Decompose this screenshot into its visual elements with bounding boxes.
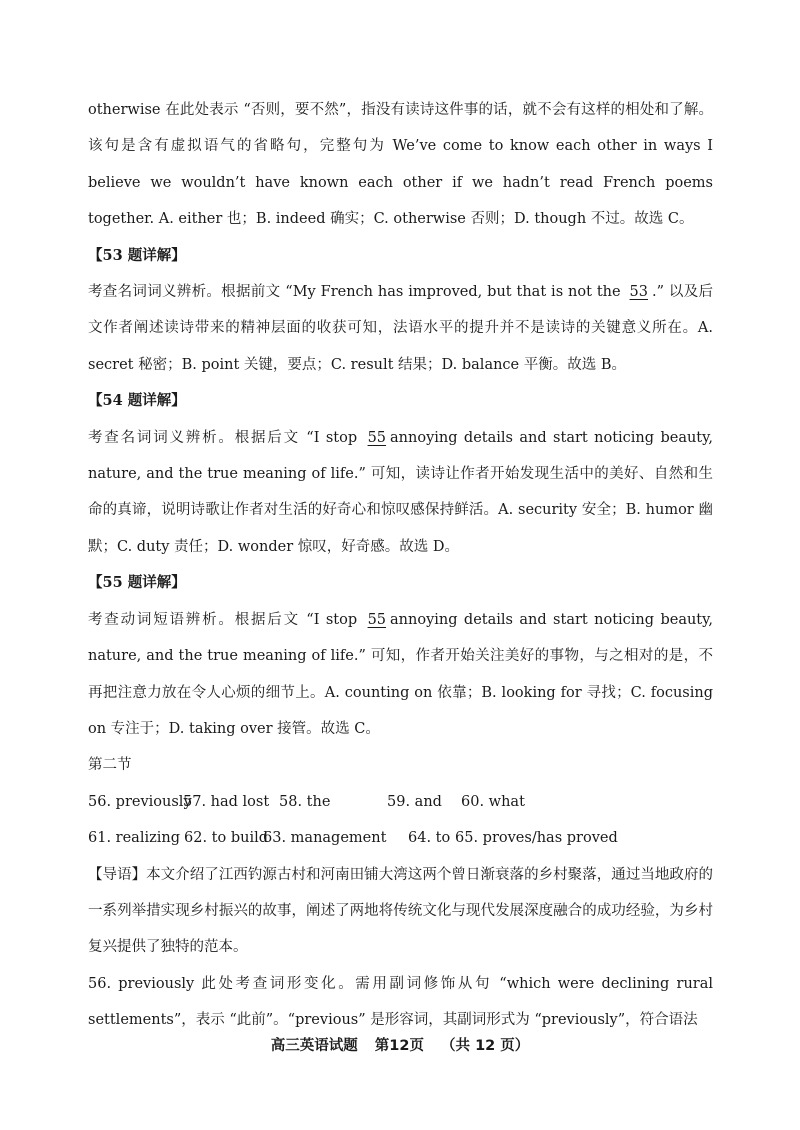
heading-53: 【53 题详解】 — [88, 246, 186, 264]
blank-53: 53 — [629, 284, 648, 301]
blank-54: 55 — [367, 429, 387, 446]
paragraph-55 — [88, 602, 713, 748]
answer-65: 65. proves/has proved — [455, 830, 618, 847]
paragraph-54-part2: annoying details and start noticing beauty, nature, and the true meaning of life.” 可知，读诗让作者开始发现生活中的美好、自然和生命的真谛，说明诗歌让作者对生活的好奇心和惊叹感保持鲜活。A. security 安全；B. humor 幽默；C. duty 责任；D. wonder 惊叹，好奇感。故选 D。 — [88, 429, 714, 555]
paragraph-53-part2: .” 以及后文作者阐述读诗带来的精神层面的收获可知，法语水平的提升并不是读诗的关键意义所在。A. secret 秘密；B. point 关键，要点；C. result 结果；D. balance 平衡。故选 B。 — [88, 284, 714, 373]
footer-page-number: 第12页 — [374, 1038, 424, 1054]
footer-title: 高三英语试题 — [270, 1038, 358, 1054]
heading-55: 【55 题详解】 — [88, 574, 186, 592]
answer-63: 63. management — [263, 830, 387, 847]
answer-58: 58. the — [279, 793, 331, 810]
paragraph-53-part1: 考查名词词义辨析。根据前文 “My French has improved, but that is not the — [88, 284, 621, 301]
answers-row-2 — [88, 820, 713, 856]
page-footer — [0, 1034, 800, 1055]
footer-total-pages: （共 12 页） — [441, 1038, 530, 1054]
paragraph-56: 56. previously 此处考查词形变化。需用副词修饰从句 “which were declining rural settlements”，表示 “此前”。“previous” 是形容词，其副词形式为 “previously”，符合语法 — [88, 975, 713, 1029]
document-body — [88, 92, 713, 1039]
answer-64: 64. to — [408, 830, 451, 847]
paragraph-52-continued: otherwise 在此处表示 “否则，要不然”，指没有读诗这件事的话，就不会有这样的相处和了解。该句是含有虚拟语气的省略句，完整句为 We’ve come to know each other in ways I believe we wouldn’t have known each other if we hadn’t read French poems together. A. either 也；B. indeed 确实；C. otherwise 否则；D. though 不过。故选 C。 — [88, 102, 713, 228]
paragraph-55-part2: annoying details and start noticing beauty, nature, and the true meaning of life.” 可知，作者开始关注美好的事物，与之相对的是，不再把注意力放在令人心烦的细节上。A. counting on 依靠；B. looking for 寻找；C. focusing on 专注于；D. taking over 接管。故选 C。 — [88, 611, 714, 737]
heading-54: 【54 题详解】 — [88, 392, 186, 410]
section-title: 第二节 — [88, 757, 132, 774]
paragraph-54-part1: 考查名词词义辨析。根据后文 “I stop — [88, 429, 358, 446]
paragraph-54 — [88, 420, 713, 566]
answer-61: 61. realizing — [88, 830, 180, 847]
blank-55: 55 — [367, 611, 387, 628]
answer-59: 59. and — [387, 793, 442, 810]
answer-62: 62. to build — [184, 830, 269, 847]
intro-paragraph: 【导语】本文介绍了江西钓源古村和河南田铺大湾这两个曾日渐衰落的乡村聚落，通过当地政府的一系列举措实现乡村振兴的故事，阐述了两地将传统文化与现代发展深度融合的成功经验，为乡村复兴提供了独特的范本。 — [88, 866, 713, 956]
answer-57: 57. had lost — [183, 793, 270, 810]
paragraph-53 — [88, 274, 713, 383]
answers-row-1 — [88, 784, 713, 820]
answer-56: 56. previously — [88, 793, 192, 810]
paragraph-55-part1: 考查动词短语辨析。根据后文 “I stop — [88, 611, 358, 628]
answer-60: 60. what — [461, 793, 525, 810]
